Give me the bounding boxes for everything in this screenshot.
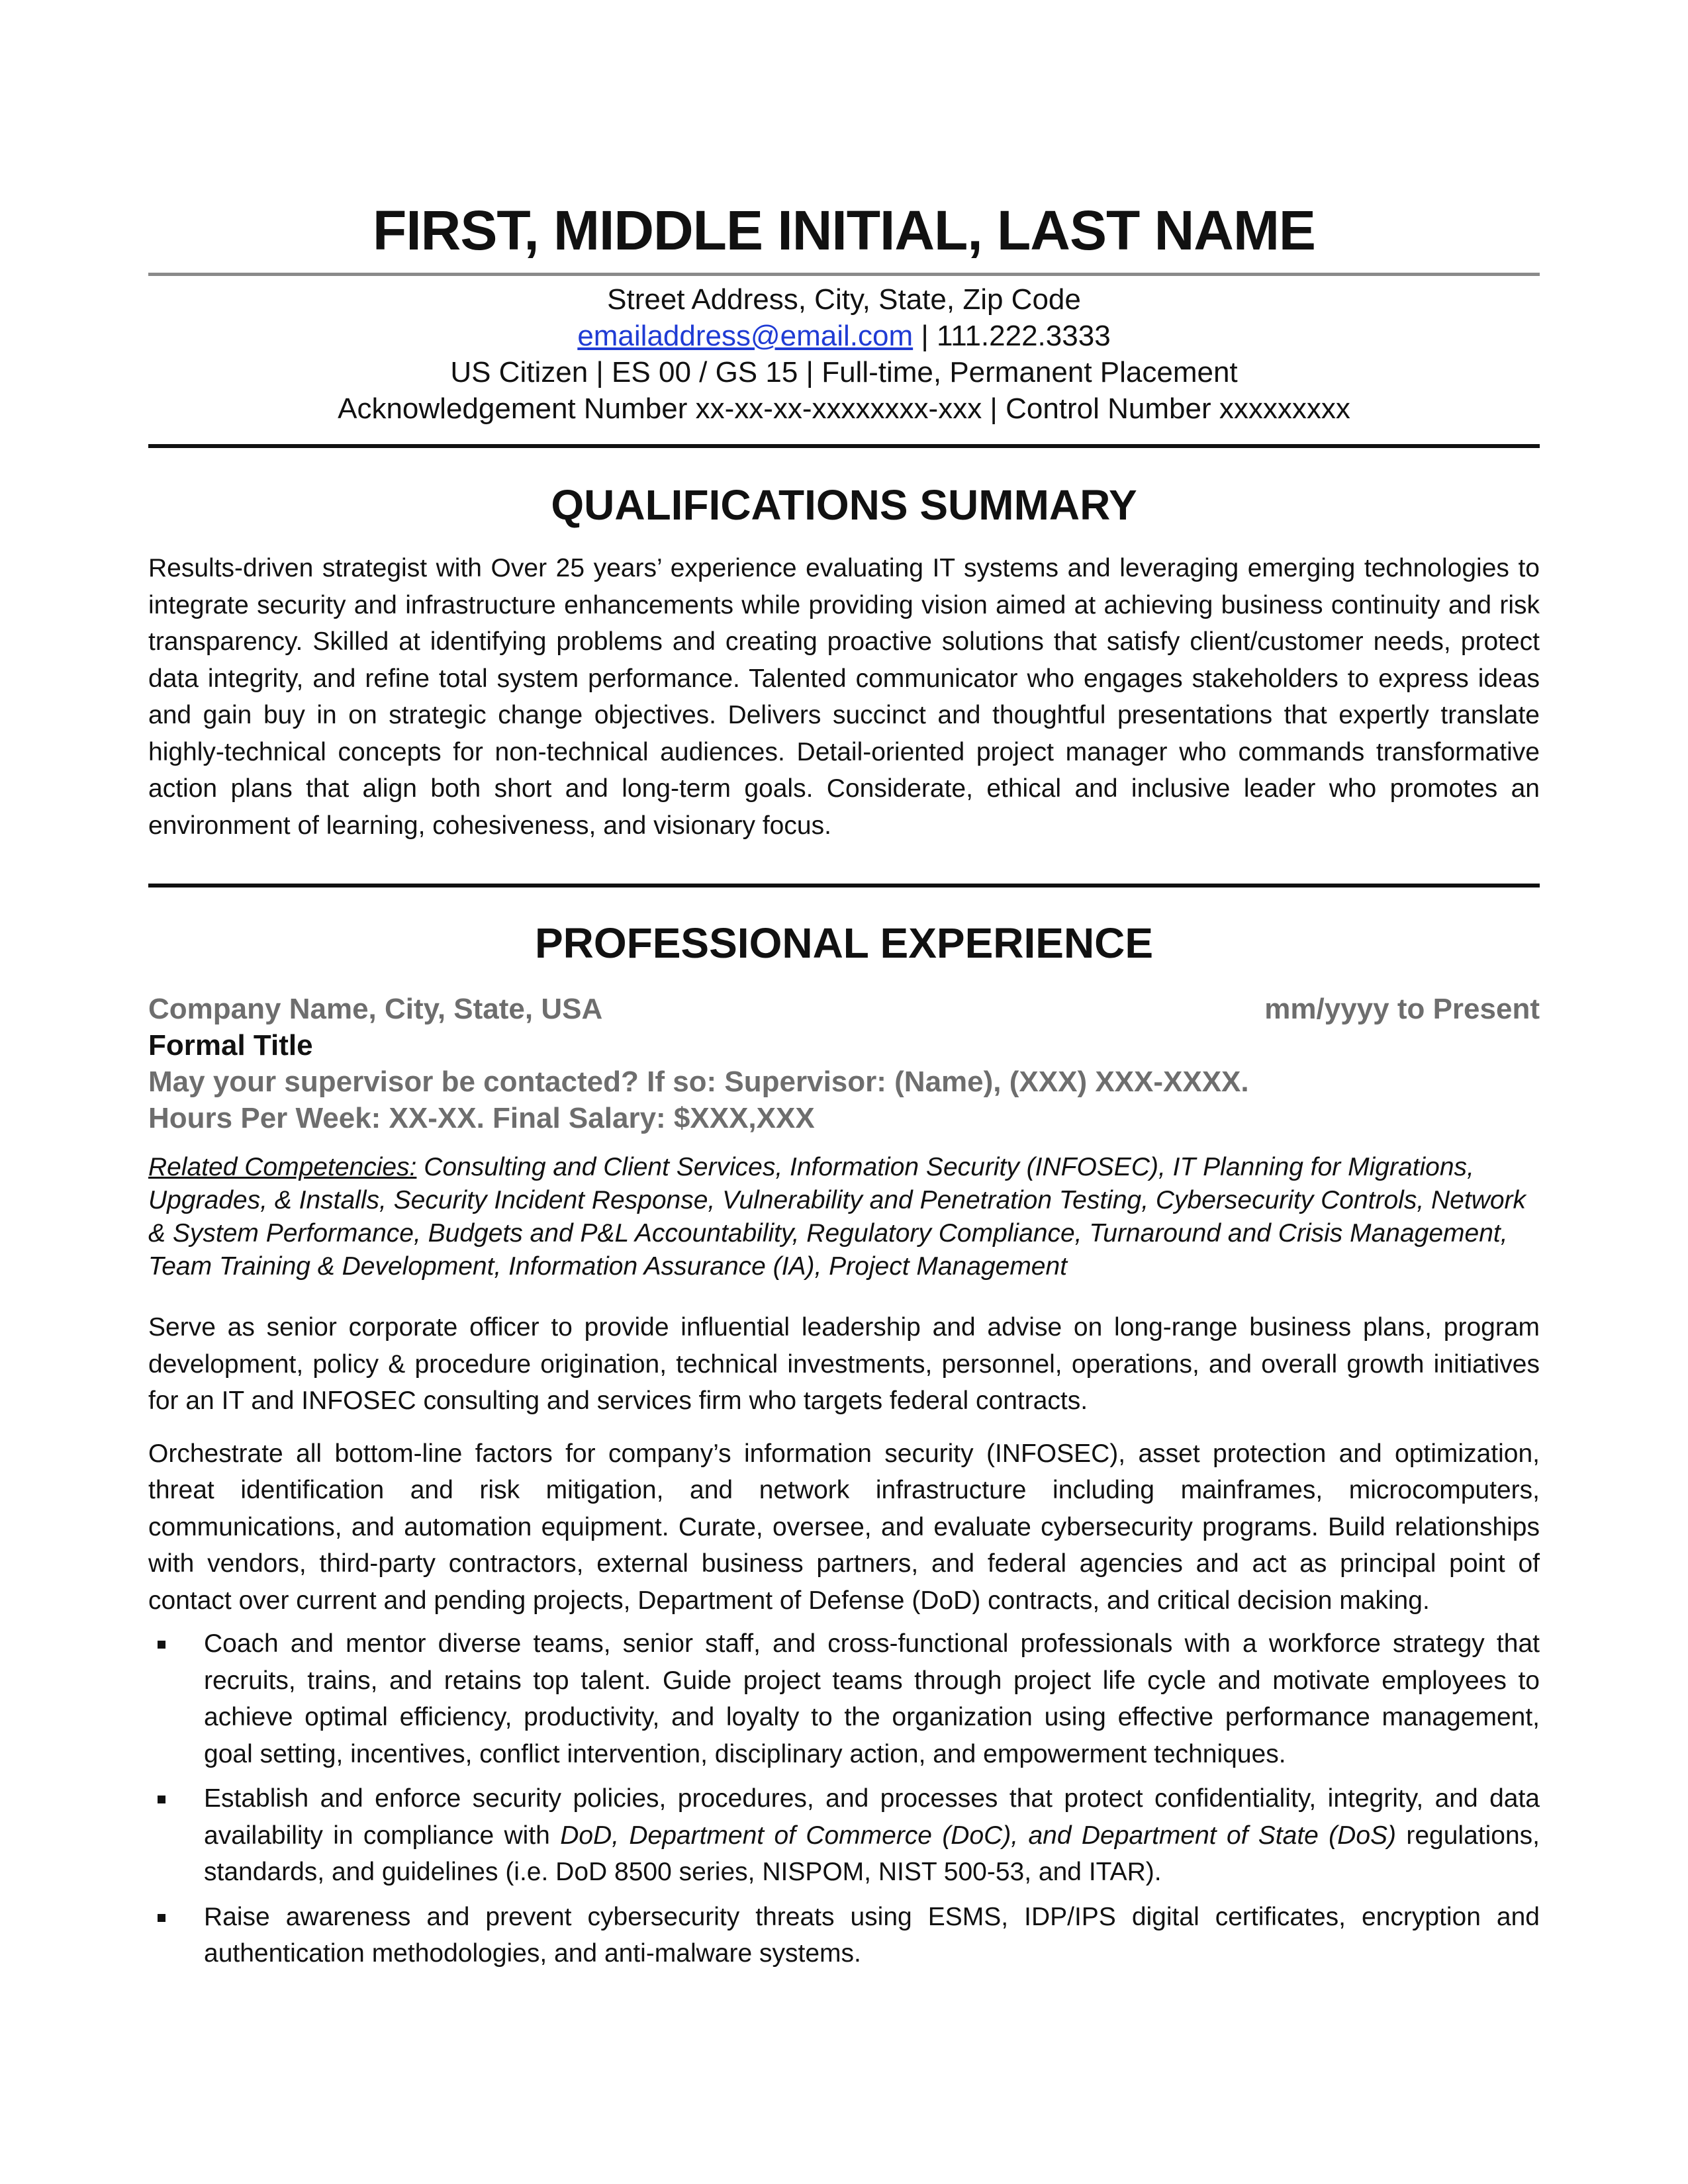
address-line: Street Address, City, State, Zip Code xyxy=(607,283,1081,316)
bullet-text: Coach and mentor diverse teams, senior staff, and cross-functional professionals with a workforce strategy that recruits, trains, and retains top talent. Guide project teams through project life cycle and motivate employees to achieve optimal efficiency, productivity, and loyalty to the organization using effective performance management, goal setting, incentives, conflict intervention, disciplinary action, and empowerment techniques. xyxy=(204,1629,1540,1768)
candidate-name: FIRST, MIDDLE INITIAL, LAST NAME xyxy=(373,199,1315,261)
bullet-text: Establish and enforce security policies, procedures, and processes that protect confidentiality, integrity, and data availability in compliance with xyxy=(204,1784,1540,1850)
competencies-label: Related Competencies: xyxy=(148,1153,417,1181)
supervisor-line: May your supervisor be contacted? If so: Supervisor: (Name), (XXX) XXX-XXXX. xyxy=(148,1066,1249,1098)
contact-block xyxy=(148,281,1540,427)
hours-salary-line: Hours Per Week: XX-XX. Final Salary: $XXX,XXX xyxy=(148,1102,815,1134)
job-title: Formal Title xyxy=(148,1029,313,1062)
bullet-square-icon xyxy=(158,1641,165,1649)
name-divider xyxy=(148,273,1540,276)
bullet-text-italic: DoD, Department of Commerce (DoC), and Department of State (DoS) xyxy=(560,1821,1397,1850)
duty-paragraph: Orchestrate all bottom-line factors for company’s information security (INFOSEC), asset protection and optimization, threat identification and risk mitigation, and network infrastructure including mainframes, microcomputers, communications, and automation equipment. Curate, oversee, and evaluate cybersecurity programs. Build relationships with vendors, third-party contractors, external business partners, and federal agencies and act as principal point of contact over current and pending projects, Department of Defense (DoD) contracts, and critical decision making. xyxy=(148,1439,1540,1615)
related-competencies xyxy=(148,1151,1540,1283)
achievement-list xyxy=(148,1625,1540,1972)
list-item xyxy=(148,1899,1540,1972)
list-item xyxy=(148,1780,1540,1891)
competencies-text: Consulting and Client Services, Information Security (INFOSEC), IT Planning for Migrations, Upgrades, & Installs, Security Incident Response, Vulnerability and Penetration Testing, Cybersecurity Controls, Network & System Performance, Budgets and P&L Accountability, Regulatory Compliance, Turnaround and Crisis Management, Team Training & Development, Information Assurance (IA), Project Management xyxy=(148,1153,1526,1281)
bullet-text: regulations, standards, and guidelines (i.e. DoD 8500 series, NISPOM, NIST 500-53, and ITAR). xyxy=(204,1821,1540,1886)
email-phone-line xyxy=(148,318,1540,354)
qualifications-summary: Results-driven strategist with Over 25 years’ experience evaluating IT systems and leveraging emerging technologies to integrate security and infrastructure enhancements while providing vision aimed at achieving business continuity and risk transparency. Skilled at identifying problems and creating proactive solutions that satisfy client/customer needs, protect data integrity, and refine total system performance. Talented communicator who engages stakeholders to express ideas and gain buy in on strategic change objectives. Delivers succinct and thoughtful presentations that expertly translate highly-technical concepts for non-technical audiences. Detail-oriented project manager who commands transformative action plans that align both short and long-term goals. Considerate, ethical and inclusive leader who promotes an environment of learning, cohesiveness, and visionary focus. xyxy=(148,554,1540,840)
bullet-square-icon xyxy=(158,1796,165,1803)
list-item xyxy=(148,1625,1540,1772)
citizenship-line: US Citizen | ES 00 / GS 15 | Full-time, Permanent Placement xyxy=(450,356,1238,388)
acknowledgement-line: Acknowledgement Number xx-xx-xx-xxxxxxxx-xxx | Control Number xxxxxxxxx xyxy=(338,392,1350,425)
phone-text: | 111.222.3333 xyxy=(913,320,1111,352)
section-divider xyxy=(148,884,1540,887)
header-divider xyxy=(148,444,1540,448)
job-dates: mm/yyyy to Present xyxy=(1264,993,1540,1025)
bullet-square-icon xyxy=(158,1914,165,1922)
bullet-text: Raise awareness and prevent cybersecurity threats using ESMS, IDP/IPS digital certificates, encryption and authentication methodologies, and anti-malware systems. xyxy=(204,1902,1540,1968)
duty-paragraph: Serve as senior corporate officer to provide influential leadership and advise on long-range business plans, program development, policy & procedure origination, technical investments, personnel, operations, and overall growth initiatives for an IT and INFOSEC consulting and services firm who targets federal contracts. xyxy=(148,1313,1540,1415)
job-header xyxy=(148,991,1540,1027)
experience-title: PROFESSIONAL EXPERIENCE xyxy=(534,919,1154,967)
company-name: Company Name, City, State, USA xyxy=(148,993,603,1025)
resume-page xyxy=(148,0,1540,1980)
email-link[interactable]: emailaddress@email.com xyxy=(577,320,914,352)
qualifications-title: QUALIFICATIONS SUMMARY xyxy=(551,481,1137,529)
